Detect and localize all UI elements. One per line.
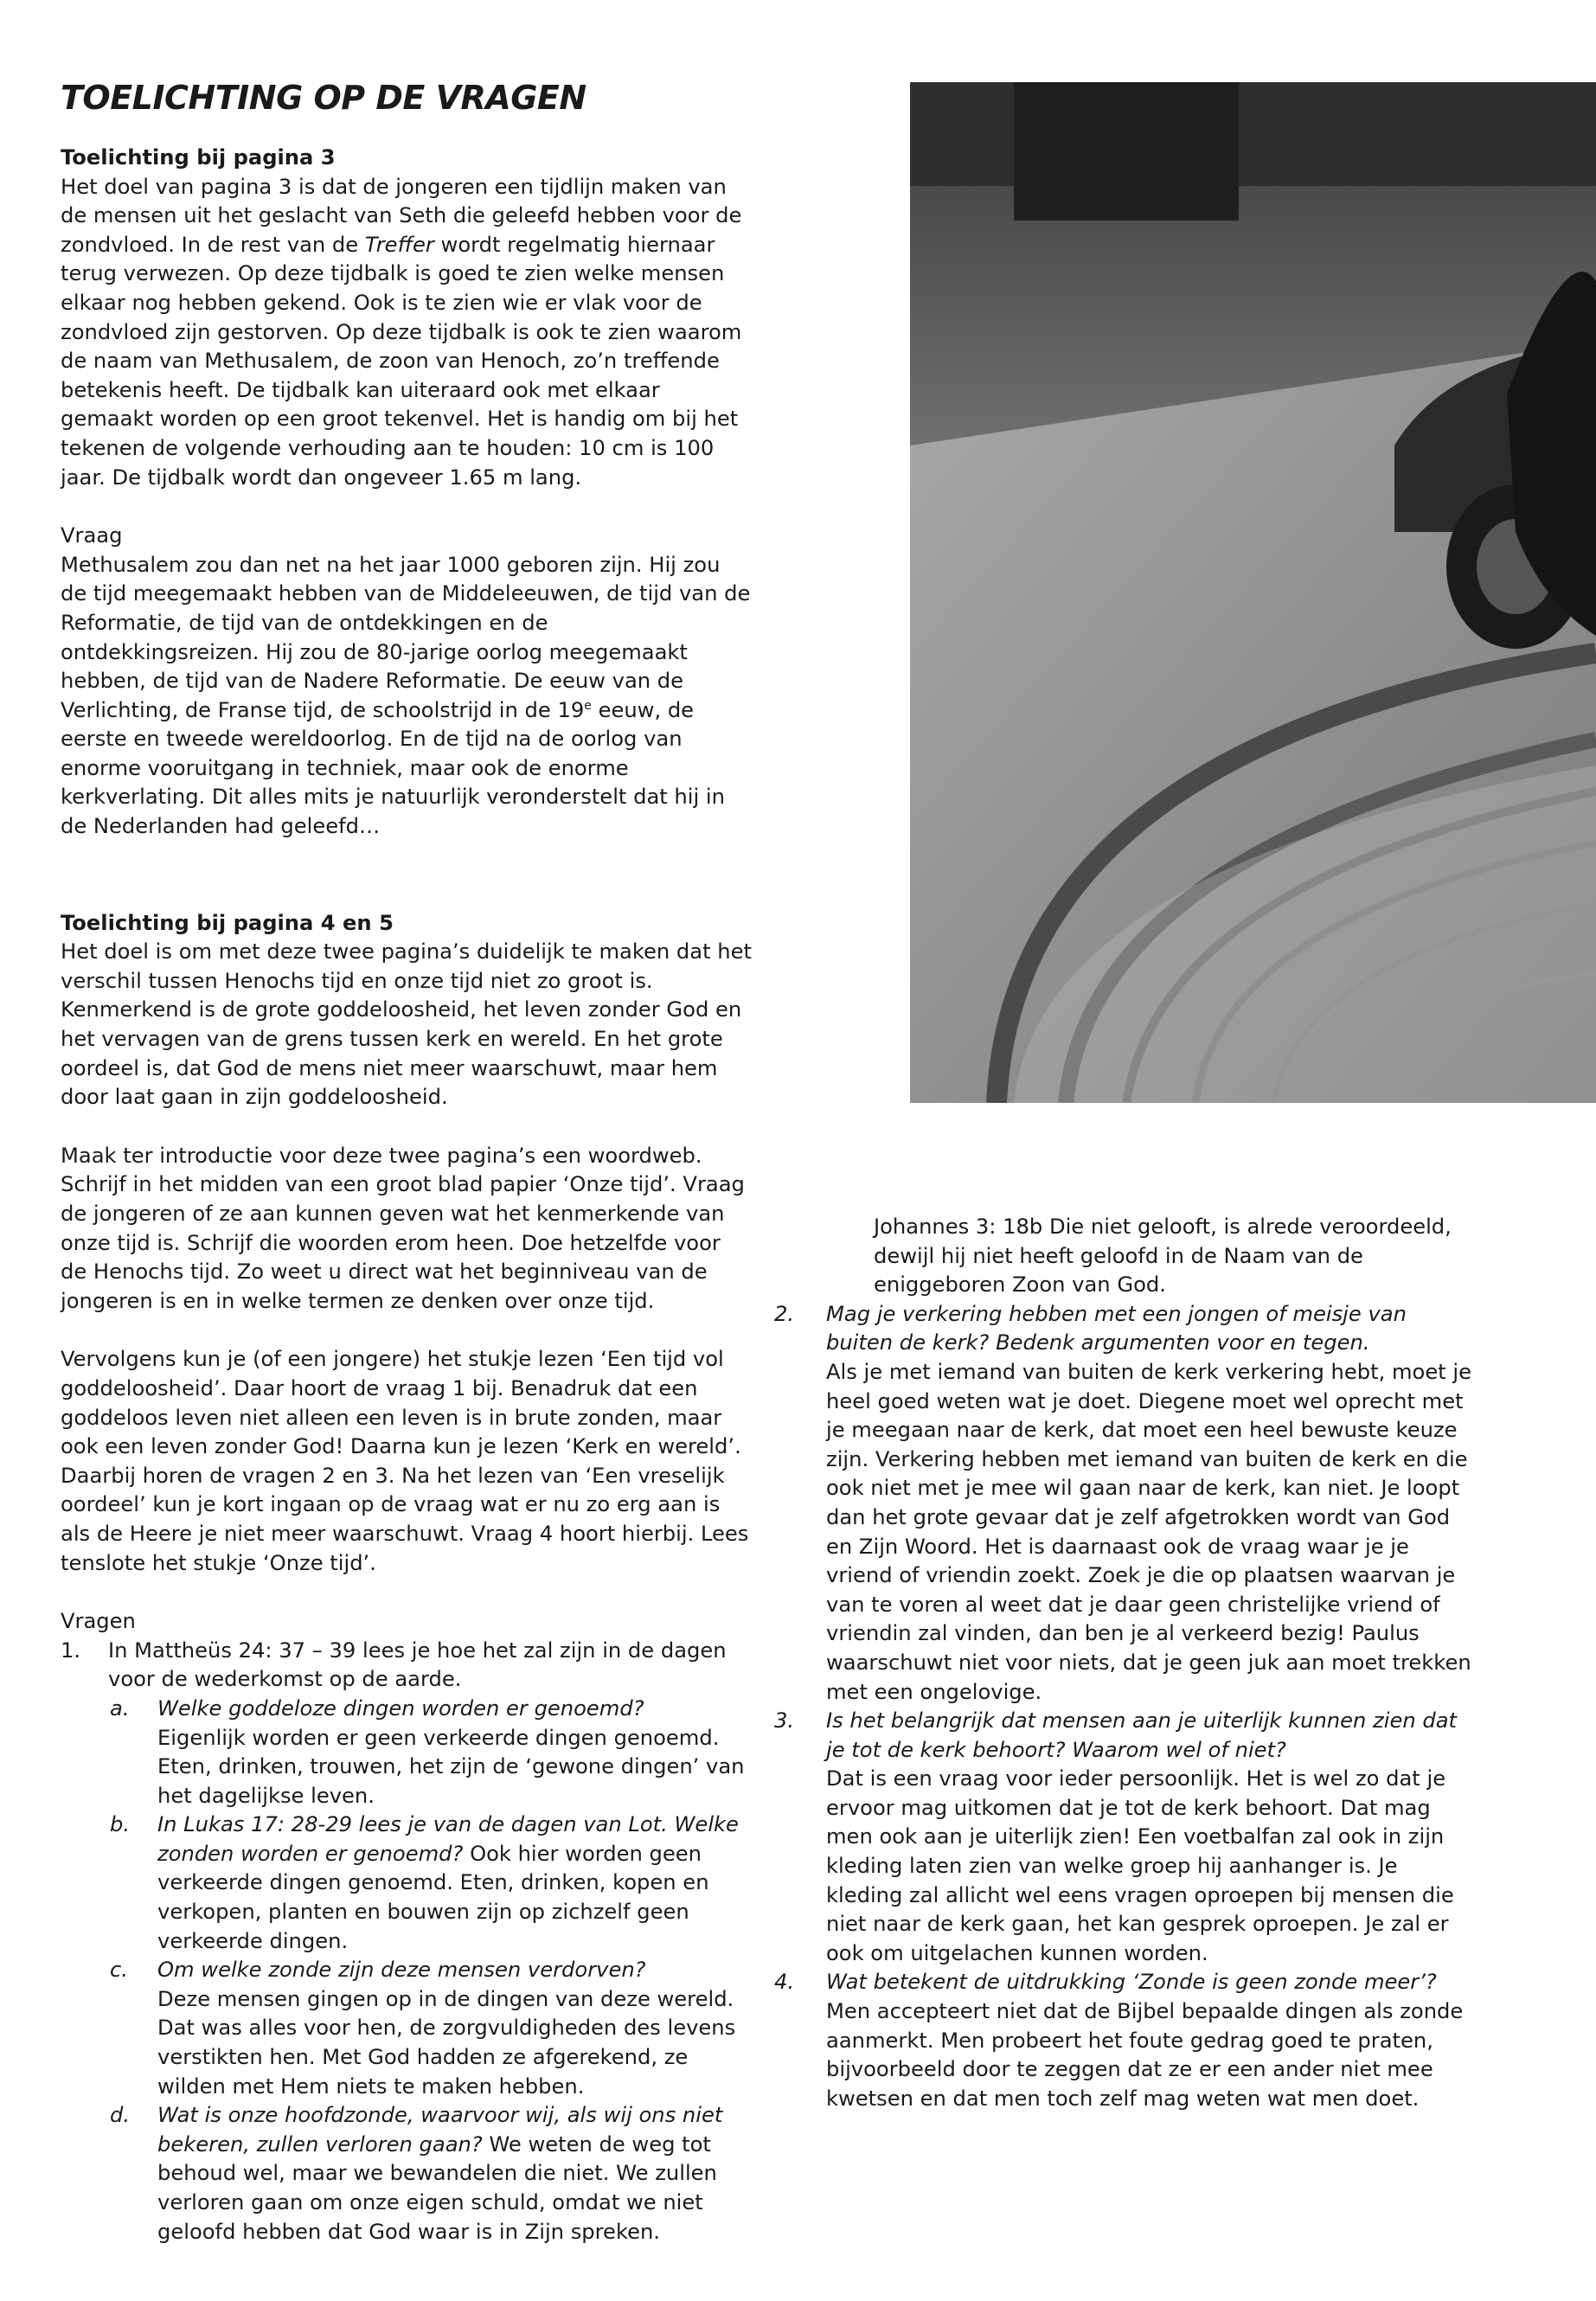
section-2-paragraph-2: Maak ter introductie voor deze twee pagina’s een woordweb. Schrijf in het midden van een groot blad papier ‘Onze tijd’. Vraag de jongeren of ze aan kunnen geven wat het kenmerkende van onze tijd is. Schrijf die woorden erom heen. Doe hetzelfde voor de Henochs tijd. Zo weet u direct wat het beginniveau van de jongeren is en in welke termen ze denken over onze tijd. (61, 1143, 745, 1313)
vraag-label: Vraag (61, 523, 123, 548)
left-column (61, 78, 753, 2247)
page-title: TOELICHTING OP DE VRAGEN (61, 79, 586, 117)
question-1: 1. In Mattheüs 24: 37 – 39 lees je hoe het zal zijn in de dagen voor de wederkomst op de aarde. (61, 1638, 727, 1692)
section-1-paragraph: Het doel van pagina 3 is dat de jongeren een tijdlijn maken van de mensen uit het geslacht van Seth die geleefd hebben voor de zondvloed. In de rest van de Treffer wordt regelmatig hiernaar terug verwezen. Op deze tijdbalk is goed te zien welke mensen elkaar nog hebben gekend. Ook is te zien wie er vlak voor de zondvloed zijn gestorven. Op deze tijdbalk is ook te zien waarom de naam van Methusalem, de zoon van Henoch, zo’n treffende betekenis heeft. De tijdbalk kan uiteraard ook met elkaar gemaakt worden op een groot tekenvel. Het is handig om bij het tekenen de volgende verhouding aan te houden: 10 cm is 100 jaar. De tijdbalk wordt dan ongeveer 1.65 m lang. (61, 174, 742, 490)
section-heading-page-4-5: Toelichting bij pagina 4 en 5 (61, 910, 394, 935)
street-photo (910, 82, 1596, 1103)
section-2-paragraph-3: Vervolgens kun je (of een jongere) het stukje lezen ‘Een tijd vol goddeloosheid’. Daar hoort de vraag 1 bij. Benadruk dat een goddeloos leven niet alleen een leven is in brute zonden, maar ook een leven zonder God! Daarna kun je lezen ‘Kerk en wereld’. Daarbij horen de vragen 2 en 3. Na het lezen van ‘Een vreselijk oordeel’ kun je kort ingaan op de vraag wat er nu zo erg aan is als de Heere je niet meer waarschuwt. Vraag 4 hoort hierbij. Lees tenslote het stukje ‘Onze tijd’. (61, 1347, 749, 1575)
question-4: 4. Wat betekent de uitdrukking ‘Zonde is geen zonde meer’? Men accepteert niet dat de Bijbel bepaalde dingen als zonde aanmerkt. Men probeert het foute gedrag goed te praten, bijvoorbeeld door te zeggen dat ze er een ander niet mee kwetsen en dat men toch zelf mag weten wat men doet. (774, 1970, 1464, 2111)
section-2-paragraph-1: Het doel is om met deze twee pagina’s duidelijk te maken dat het verschil tussen Henochs tijd en onze tijd niet zo groot is. Kenmerkend is de grote goddeloosheid, het leven zonder God en het vervagen van de grens tussen kerk en wereld. En het grote oordeel is, dat God de mens niet meer waarschuwt, maar hem door laat gaan in zijn goddeloosheid. (61, 939, 752, 1110)
vragen-label: Vragen (61, 1609, 136, 1634)
vraag-paragraph: Methusalem zou dan net na het jaar 1000 geboren zijn. Hij zou de tijd meegemaakt hebben van de Middeleeuwen, de tijd van de Reformatie, de tijd van de ontdekkingen en de ontdekkingsreizen. Hij zou de 80-jarige oorlog meegemaakt hebben, de tijd van de Nadere Reformatie. De eeuw van de Verlichting, de Franse tijd, de schoolstrijd in de 19e eeuw, de eerste en tweede wereldoorlog. En de tijd na de oorlog van enorme vooruitgang in techniek, maar ook de enorme kerkverlating. Dit alles mits je natuurlijk veronderstelt dat hij in de Nederlanden had geleefd… (61, 552, 751, 839)
question-1b: b. In Lukas 17: 28-29 lees je van de dagen van Lot. Welke zonden worden er genoemd? Ook hier worden geen verkeerde dingen genoemd. Eten, drinken, kopen en verkopen, planten en bouwen zijn op zichzelf geen verkeerde dingen. (110, 1812, 739, 1953)
bible-quote: Johannes 3: 18b Die niet gelooft, is alrede veroordeeld, dewijl hij niet heeft geloofd in de Naam van de eniggeboren Zoon van God. (874, 1215, 1452, 1298)
right-column (774, 1213, 1475, 2113)
question-1a: a. Welke goddeloze dingen worden er genoemd? Eigenlijk worden er geen verkeerde dingen genoemd. Eten, drinken, trouwen, het zijn de ‘gewone dingen’ van het dagelijkse leven. (110, 1695, 745, 1808)
question-1c: c. Om welke zonde zijn deze mensen verdorven? Deze mensen gingen op in de dingen van deze wereld. Dat was alles voor hen, de zorgvuldigheden des levens verstikten hen. Met God hadden ze afgerekend, ze wilden met Hem niets te maken hebben. (110, 1958, 736, 2099)
question-2: 2. Mag je verkering hebben met een jongen of meisje van buiten de kerk? Bedenk argumenten voor en tegen. Als je met iemand van buiten de kerk verkering hebt, moet je heel goed weten wat je doet. Diegene moet wel oprecht met je meegaan naar de kerk, dat moet een heel bewuste keuze zijn. Verkering hebben met iemand van buiten de kerk en die ook niet met je mee wil gaan naar de kerk, kan niet. Je loopt dan het grote gevaar dat je zelf afgetrokken wordt van God en Zijn Woord. Het is daarnaast ook de vraag waar je je vriend of vriendin zoekt. Zoek je die op plaatsen waarvan je van te voren al weet dat je daar geen christelijke vriend of vriendin zal vinden, dan ben je al verkeerd bezig! Paulus waarschuwt niet voor niets, dat je geen juk aan moet trekken met een ongelovige. (774, 1301, 1471, 1704)
question-1d: d. Wat is onze hoofdzonde, waarvoor wij, als wij ons niet bekeren, zullen verloren gaan? We weten de weg tot behoud wel, maar we bewandelen die niet. We zullen verloren gaan om onze eigen schuld, omdat we niet geloofd hebben dat God waar is in Zijn spreken. (110, 2103, 723, 2244)
question-3: 3. Is het belangrijk dat mensen aan je uiterlijk kunnen zien dat je tot de kerk behoort? Waarom wel of niet? Dat is een vraag voor ieder persoonlijk. Het is wel zo dat je ervoor mag uitkomen dat je tot de kerk behoort. Dat mag men ook aan je uiterlijk zien! Een voetbalfan zal ook in zijn kleding laten zien van welke groep hij aanhanger is. Je kleding zal allicht wel eens vragen oproepen bij mensen die niet naar de kerk gaan, het kan gesprek oproepen. Je zal er ook om uitgelachen kunnen worden. (774, 1708, 1458, 1965)
section-heading-page-3: Toelichting bij pagina 3 (61, 145, 336, 170)
